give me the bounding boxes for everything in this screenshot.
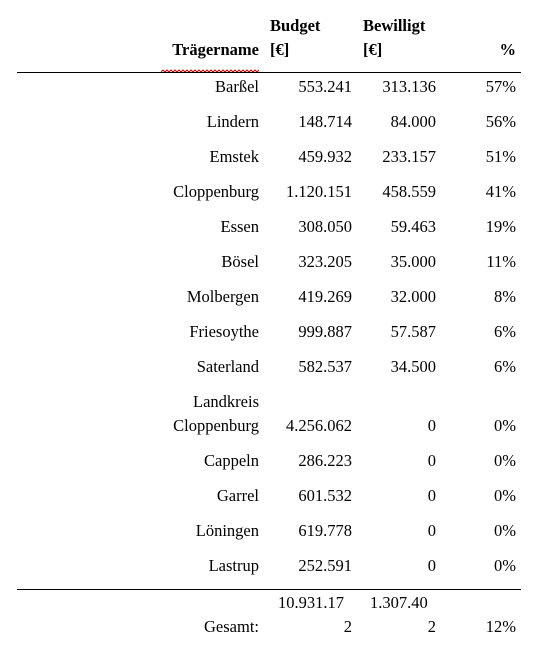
total-rule (17, 589, 521, 590)
total-bewilligt-line2: 2 (427, 617, 436, 636)
row-name-line1: Landkreis (193, 392, 259, 411)
row-name: Cappeln (204, 451, 259, 470)
row-bewilligt: 233.157 (382, 147, 436, 166)
row-name: Cloppenburg (173, 182, 259, 201)
row-bewilligt: 0 (427, 451, 436, 470)
header-bewilligt-line1: Bewilligt (363, 16, 426, 35)
row-budget: 459.932 (298, 147, 352, 166)
row-pct: 0% (494, 451, 516, 470)
row-budget: 601.532 (298, 486, 352, 505)
row-name: Molbergen (186, 287, 259, 306)
row-name-line2: Cloppenburg (173, 416, 259, 435)
row-budget: 1.120.151 (286, 182, 352, 201)
row-name: Bösel (221, 252, 259, 271)
row-bewilligt: 59.463 (390, 217, 436, 236)
row-budget: 419.269 (298, 287, 352, 306)
row-bewilligt: 0 (427, 521, 436, 540)
spellcheck-underline (161, 58, 259, 62)
row-bewilligt: 32.000 (390, 287, 436, 306)
total-budget-line1: 10.931.17 (278, 593, 344, 612)
header-budget-unit: [€] (270, 40, 290, 59)
row-pct: 56% (485, 112, 516, 131)
header-rule (17, 72, 521, 73)
row-name: Barßel (215, 77, 259, 96)
row-pct: 41% (485, 182, 516, 201)
row-budget: 553.241 (298, 77, 352, 96)
row-bewilligt: 458.559 (382, 182, 436, 201)
row-pct: 8% (494, 287, 516, 306)
row-name: Garrel (216, 486, 259, 505)
row-budget: 4.256.062 (286, 416, 352, 435)
row-budget: 308.050 (298, 217, 352, 236)
total-label: Gesamt: (204, 617, 259, 636)
row-name: Lastrup (208, 556, 259, 575)
row-name: Lindern (206, 112, 259, 131)
row-bewilligt: 57.587 (390, 322, 436, 341)
row-pct: 57% (485, 77, 516, 96)
header-percent: % (499, 40, 516, 59)
row-pct: 0% (494, 486, 516, 505)
row-pct: 6% (494, 322, 516, 341)
row-budget: 582.537 (298, 357, 352, 376)
row-pct: 51% (485, 147, 516, 166)
total-bewilligt-line1: 1.307.40 (370, 593, 428, 612)
row-bewilligt: 0 (427, 416, 436, 435)
row-bewilligt: 35.000 (390, 252, 436, 271)
row-bewilligt: 84.000 (390, 112, 436, 131)
total-pct: 12% (485, 617, 516, 636)
row-pct: 0% (494, 416, 516, 435)
total-budget-line2: 2 (343, 617, 352, 636)
row-name: Essen (220, 217, 259, 236)
row-budget: 286.223 (298, 451, 352, 470)
row-budget: 148.714 (298, 112, 352, 131)
header-budget-line1: Budget (270, 16, 321, 35)
row-budget: 252.591 (298, 556, 352, 575)
row-budget: 323.205 (298, 252, 352, 271)
header-traegername: Trägername (172, 40, 259, 59)
row-budget: 999.887 (298, 322, 352, 341)
row-name: Friesoythe (189, 322, 259, 341)
row-pct: 19% (485, 217, 516, 236)
row-bewilligt: 34.500 (390, 357, 436, 376)
header-bewilligt-unit: [€] (363, 40, 383, 59)
row-budget: 619.778 (298, 521, 352, 540)
row-name: Saterland (196, 357, 259, 376)
row-pct: 0% (494, 556, 516, 575)
row-name: Emstek (209, 147, 259, 166)
row-bewilligt: 0 (427, 486, 436, 505)
row-pct: 11% (486, 252, 516, 271)
row-bewilligt: 313.136 (382, 77, 436, 96)
row-pct: 6% (494, 357, 516, 376)
row-pct: 0% (494, 521, 516, 540)
row-name: Löningen (195, 521, 259, 540)
row-bewilligt: 0 (427, 556, 436, 575)
